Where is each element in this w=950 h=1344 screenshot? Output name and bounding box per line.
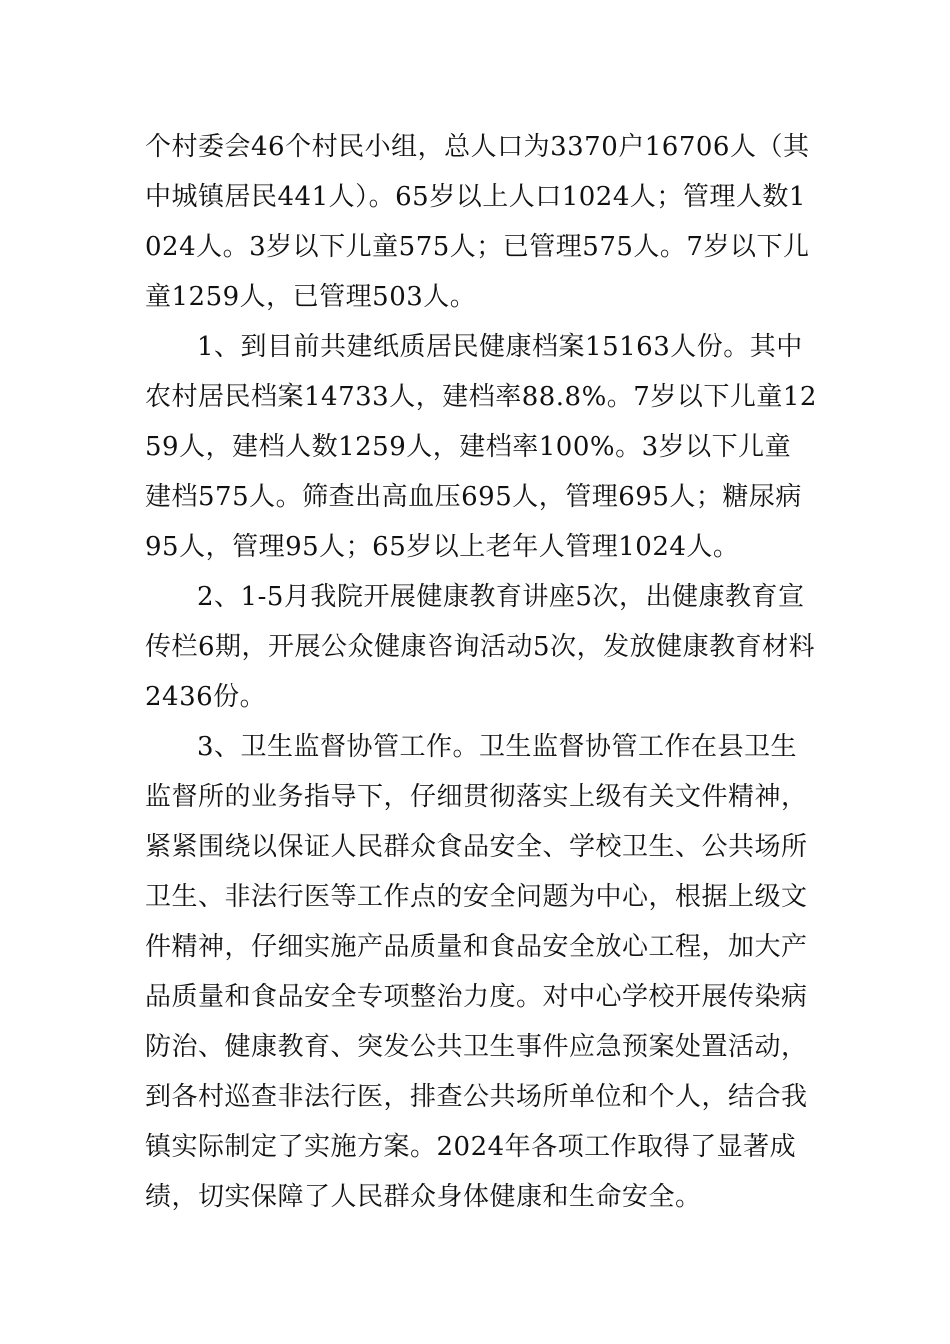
paragraph-item-3: 3、卫生监督协管工作。卫生监督协管工作在县卫生监督所的业务指导下，仔细贯彻落实上级有关文件精神，紧紧围绕以保证人民群众食品安全、学校卫生、公共场所卫生、非法行医等工作点的安全问题为中心，根据上级文件精神，仔细实施产品质量和食品安全放心工程，加大产品质量和食品安全专项整治力度。对中心学校开展传染病防治、健康教育、突发公共卫生事件应急预案处置活动，到各村巡查非法行医，排查公共场所单位和个人，结合我镇实际制定了实施方案。2024年各项工作取得了显著成绩，切实保障了人民群众身体健康和生命安全。 (145, 732, 808, 1212)
paragraph-item-1: 1、到目前共建纸质居民健康档案15163人份。其中农村居民档案14733人，建档率88.8%。7岁以下儿童1259人，建档人数1259人，建档率100%。3岁以下儿童建档575人。筛查出高血压695人，管理695人；糖尿病95人，管理95人；65岁以上老年人管理1024人。 (145, 332, 817, 562)
paragraph-intro: 个村委会46个村民小组，总人口为3370户16706人（其中城镇居民441人）。65岁以上人口1024人；管理人数1024人。3岁以下儿童575人；已管理575人。7岁以下儿童1259人，已管理503人。 (145, 132, 810, 312)
document-body (145, 122, 817, 1222)
paragraph-item-2: 2、1-5月我院开展健康教育讲座5次，出健康教育宣传栏6期，开展公众健康咨询活动5次，发放健康教育材料2436份。 (145, 582, 816, 712)
